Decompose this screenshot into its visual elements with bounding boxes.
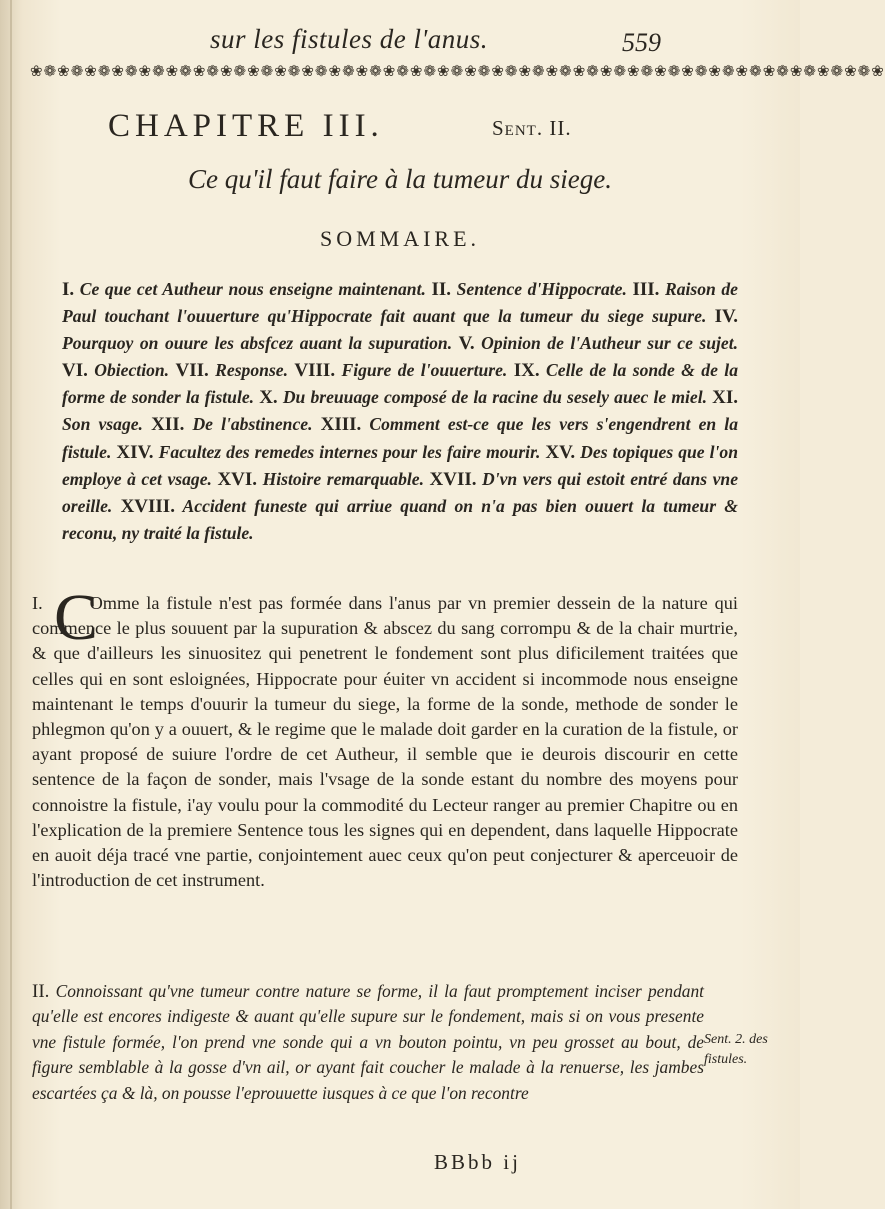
summary-item-text: Obiection.	[87, 360, 176, 381]
summary-item-number: VIII.	[294, 360, 336, 382]
section-1-text: Omme la fistule n'est pas formée dans l'anus par vn premier dessein de la nature qui commence le plus souuent par la supuration & abscez du sang corrompu & de la chair murtrie, & que d'ailleurs les sinuositez qui penetrent le fondement sont plus dificilement traitées que celles qui en sont esloignées, Hippocrate pour éuiter vn accident si incommode nous enseigne maintenant le temps d'ouurir la tumeur du siege, la forme de la sonde, methode de sonder le phlegmon qu'on y a ouuert, & le regime que le malade doit garder en la curation de la fistule, or ayant proposé de suiure l'ordre de cet Autheur, il semble que ie deurois discourir en cette sentence de la façon de sonder, mais l'vsage de la sonde estant du nombre des moyens pour connoistre la fistule, i'ay voulu pour la commodité du Lecteur ranger au premier Chapitre ou en l'explication de la premiere Sentence tous les signes qui en dependent, dans laquelle Hippocrate en auoit déja tracé vne partie, conjointement auec ceux qu'on peut conjecturer & aperceuoir de l'introduction de cet instrument.	[32, 593, 738, 891]
summary-item-number: XII.	[151, 414, 185, 436]
summary-item-number: I.	[62, 279, 75, 300]
summary-item-number: XVIII.	[120, 495, 175, 517]
summary-item-text: Sentence d'Hippocrate.	[451, 279, 633, 299]
summary-item-text: Des topiques que l'on employe à cet vsage.	[62, 441, 739, 489]
summary-item-number: V.	[458, 333, 475, 355]
summary-item-number: XIII.	[320, 414, 362, 436]
summary-item-text: Figure de l'ouuerture.	[335, 360, 514, 381]
ornamental-border: ❀❁❀❁❀❁❀❁❀❁❀❁❀❁❀❁❀❁❀❁❀❁❀❁❀❁❀❁❀❁❀❁❀❁❀❁❀❁❀❁❀❁❀❁❀❁❀❁❀❁❀❁❀❁❀❁❀❁❀❁❀❁❀	[30, 64, 885, 80]
chapter-sentence: Sent. II.	[492, 116, 572, 140]
summary-item-number: III.	[632, 279, 660, 300]
summary-item-text: Celle de la sonde & de la forme de sonder la fistule.	[62, 360, 738, 408]
summary-item-text: Facultez des remedes internes pour les faire mourir.	[153, 441, 546, 462]
summary-item-number: IV.	[714, 306, 738, 328]
margin-note-line-2: fistules.	[704, 1052, 748, 1067]
summary-item-text: Raison de Paul touchant l'ouuerture qu'Hippocrate fait auant que la tumeur du siege supure.	[62, 279, 738, 327]
summary-item-text: Response.	[208, 360, 295, 381]
running-head-title: sur les fistules de l'anus.	[210, 24, 489, 54]
margin-note-line-1: Sent. 2. des	[704, 1032, 768, 1047]
section-2-text: Connoissant qu'vne tumeur contre nature se forme, il la faut promptement inciser pendant qu'elle est encores indigeste & auant qu'elle supure sur le fondement, mais si on vous presente vne fistule formée, l'on prend vne sonde qui a vn bouton pointu, vn peu grosset au bout, de figure semblable à la gosse d'vn ail, or ayant fait coucher le malade à la renuerse, les jambes escartées ça & là, on pousse l'eprouuette iusques à ce que l'on recontre	[32, 981, 704, 1103]
chapter-subtitle: Ce qu'il faut faire à la tumeur du siege.	[188, 164, 612, 194]
margin-note	[704, 1030, 768, 1070]
summary-item-text: Son vsage.	[62, 414, 152, 435]
summary-item-text: De l'abstinence.	[184, 414, 321, 435]
summary-item-text: Comment est-ce que les vers s'engendrent en la fistule.	[62, 414, 738, 462]
summary-item-number: XVI.	[217, 468, 258, 490]
summary-item-number: XV.	[545, 441, 576, 463]
summary-item-number: XIV.	[116, 441, 154, 463]
summary-paragraph	[62, 276, 738, 546]
section-1-marker: I.	[32, 593, 43, 613]
summary-item-text: Pourquoy on ouure les absfcez auant la supuration.	[62, 333, 459, 354]
summary-item-text: Accident funeste qui arriue quand on n'a pas bien ouuert la tumeur & reconu, ny traité la fistule.	[62, 495, 738, 543]
summary-item-text: D'vn vers qui estoit entré dans vne oreille.	[62, 468, 738, 516]
section-2-marker: II.	[32, 981, 50, 1002]
summary-item-number: VI.	[62, 360, 88, 382]
summary-item-number: XVII.	[429, 468, 477, 490]
summary-item-number: X.	[259, 387, 278, 409]
signature-mark: BBbb ij	[434, 1150, 521, 1174]
summary-item-text: Histoire remarquable.	[257, 468, 430, 489]
drop-cap: C	[54, 581, 99, 654]
summary-item-text: Ce que cet Autheur nous enseigne maintenant.	[74, 279, 432, 299]
chapter-title: CHAPITRE III.	[108, 108, 384, 144]
page-number: 559	[622, 28, 661, 57]
sommaire-heading: SOMMAIRE.	[319, 226, 481, 251]
running-head	[0, 18, 800, 58]
summary-item-number: XI.	[712, 387, 738, 409]
summary-item-number: VII.	[175, 360, 209, 382]
summary-item-number: IX.	[513, 360, 540, 382]
section-2-paragraph	[32, 979, 704, 1106]
summary-item-number: II.	[431, 279, 452, 300]
summary-item-text: Opinion de l'Autheur sur ce sujet.	[474, 333, 738, 354]
section-1-paragraph	[32, 591, 738, 893]
summary-item-text: Du breuuage composé de la racine du sesely auec le miel.	[277, 387, 713, 408]
